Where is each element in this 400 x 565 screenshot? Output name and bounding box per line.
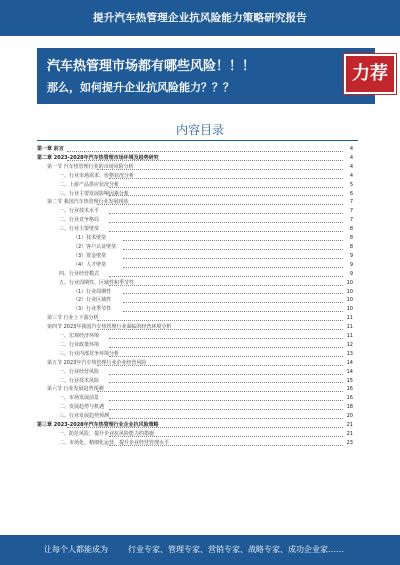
toc-entry-page: 7 bbox=[349, 217, 353, 224]
toc-entry-page: 9 bbox=[349, 261, 353, 268]
toc-entry-label: 二、发展趋势与机遇 bbox=[59, 404, 105, 411]
toc-leader-dots bbox=[123, 249, 343, 250]
toc-leader-dots bbox=[109, 347, 343, 348]
toc-leader-dots bbox=[123, 240, 343, 241]
toc-entry-page: 14 bbox=[346, 359, 353, 366]
toc-entry[interactable] bbox=[37, 341, 353, 350]
toc-entry-page: 21 bbox=[346, 422, 353, 429]
toc-leader-dots bbox=[109, 356, 343, 357]
toc-entry-label: 二、市场化、精细化运营，提升企业经营管理水平 bbox=[59, 439, 170, 446]
toc-leader-dots bbox=[109, 222, 343, 223]
toc-leader-dots bbox=[109, 418, 343, 419]
toc-entry-page: 11 bbox=[346, 333, 353, 340]
toc-entry-label: 三、行业主要发展影响因素分析 bbox=[59, 190, 130, 197]
toc-entry[interactable] bbox=[37, 190, 353, 199]
toc-entry[interactable] bbox=[37, 430, 353, 439]
toc-entry-page: 9 bbox=[349, 270, 353, 277]
toc-entry-page: 6 bbox=[349, 190, 353, 197]
toc-entry-page: 23 bbox=[346, 439, 353, 446]
toc-entry-label: 第五节 2023年汽车热管理行业企业经营风险 bbox=[47, 359, 147, 366]
toc-entry[interactable] bbox=[37, 305, 353, 314]
toc-entry[interactable] bbox=[37, 385, 353, 394]
toc-entry-label: 第三章 2023-2028年汽车热管理行业企业抗风险策略 bbox=[37, 422, 159, 429]
toc-entry-label: 一、行业市场需求、价格状况分析 bbox=[59, 172, 135, 179]
toc-leader-dots bbox=[109, 195, 343, 196]
toc-leader-dots bbox=[97, 204, 343, 205]
toc-entry-page: 10 bbox=[346, 288, 353, 295]
footer-expert-list: 行业专家、管理专家、营销专家、战略专家、成功企业家…… bbox=[128, 545, 344, 554]
toc-entry-label: （4）人才壁垒 bbox=[73, 261, 107, 268]
toc-entry[interactable] bbox=[37, 296, 353, 305]
toc-entry[interactable] bbox=[37, 288, 353, 297]
toc-entry[interactable] bbox=[37, 394, 353, 403]
toc-leader-dots bbox=[109, 374, 343, 375]
toc-entry-label: （3）行业季节性 bbox=[73, 306, 112, 313]
toc-entry-label: 二、上游产品供应状况分析 bbox=[59, 181, 120, 188]
toc-entry-label: 第六节 行业发展趋势预测 bbox=[47, 386, 104, 393]
toc-entry[interactable] bbox=[37, 403, 353, 412]
banner-subheadline: 那么，如何提升企业抗风险能力？？？ bbox=[47, 81, 234, 94]
toc-entry[interactable] bbox=[37, 145, 353, 154]
toc-leader-dots bbox=[67, 151, 343, 152]
toc-leader-dots bbox=[109, 409, 343, 410]
toc-entry-page: 11 bbox=[346, 324, 353, 331]
toc-entry-page: 10 bbox=[346, 306, 353, 313]
toc-entry[interactable] bbox=[37, 234, 353, 243]
toc-leader-dots bbox=[109, 187, 343, 188]
toc-entry[interactable] bbox=[37, 198, 353, 207]
toc-entry[interactable] bbox=[37, 412, 353, 421]
toc-entry[interactable] bbox=[37, 181, 353, 190]
toc-entry-label: （3）资金壁垒 bbox=[73, 252, 107, 259]
toc-entry-label: （1）行业周期性 bbox=[73, 288, 112, 295]
toc-entry[interactable] bbox=[37, 377, 353, 386]
toc-leader-dots bbox=[109, 400, 343, 401]
toc-entry-label: 一、行业经营风险 bbox=[59, 368, 100, 375]
footer-bar bbox=[0, 535, 400, 565]
toc-entry[interactable] bbox=[37, 332, 353, 341]
toc-leader-dots bbox=[109, 178, 343, 179]
toc-entry-label: 一、防范风险，提升企业抗风险能力的措施 bbox=[59, 431, 155, 437]
toc-entry-label: 二、行业政策环境 bbox=[59, 341, 100, 348]
toc-leader-dots bbox=[109, 338, 343, 339]
toc-entry[interactable] bbox=[37, 216, 353, 225]
toc-leader-dots bbox=[109, 285, 343, 286]
header-bar bbox=[0, 0, 400, 36]
toc-entry-page: 4 bbox=[349, 146, 353, 152]
toc-entry-page: 16 bbox=[346, 395, 353, 402]
table-of-contents bbox=[37, 145, 353, 448]
toc-leader-dots bbox=[123, 311, 343, 312]
toc-leader-dots bbox=[123, 293, 343, 294]
toc-entry[interactable] bbox=[37, 323, 353, 332]
risk-banner bbox=[37, 48, 375, 104]
toc-entry-page: 11 bbox=[346, 315, 353, 322]
toc-entry-label: 五、行业周期性、区域性和季节性 bbox=[59, 279, 135, 286]
toc-entry-page: 13 bbox=[346, 350, 353, 357]
toc-entry[interactable] bbox=[37, 207, 353, 216]
toc-entry-page: 18 bbox=[346, 404, 353, 411]
toc-entry[interactable] bbox=[37, 243, 353, 252]
toc-entry[interactable] bbox=[37, 270, 353, 279]
toc-leader-dots bbox=[123, 267, 343, 268]
toc-leader-dots bbox=[123, 302, 343, 303]
toc-entry[interactable] bbox=[37, 279, 353, 288]
toc-entry-label: 四、行业经营模式 bbox=[59, 270, 100, 277]
toc-entry[interactable] bbox=[37, 252, 353, 261]
toc-entry-page: 15 bbox=[346, 377, 353, 384]
toc-entry[interactable] bbox=[37, 163, 353, 172]
toc-entry-page: 12 bbox=[346, 341, 353, 348]
report-title: 提升汽车热管理企业抗风险能力策略研究报告 bbox=[93, 12, 307, 24]
toc-entry-label: 一、市场发展前景 bbox=[59, 395, 100, 402]
toc-entry-page: 8 bbox=[349, 243, 353, 250]
toc-entry-label: （2）行业区域性 bbox=[73, 297, 112, 304]
toc-entry[interactable] bbox=[37, 172, 353, 181]
toc-leader-dots bbox=[109, 276, 343, 277]
toc-entry[interactable] bbox=[37, 359, 353, 368]
toc-leader-dots bbox=[109, 382, 343, 383]
toc-entry[interactable] bbox=[37, 350, 353, 359]
toc-entry-label: 第一章 前言 bbox=[37, 146, 64, 152]
banner-headline: 汽车热管理市场都有哪些风险！！！ bbox=[47, 59, 256, 74]
footer-slogan: 让每个人都能成为 bbox=[44, 545, 108, 554]
toc-entry-page: 10 bbox=[346, 279, 353, 286]
toc-leader-dots bbox=[97, 320, 343, 321]
recommend-stamp: 力荐 bbox=[344, 54, 396, 94]
toc-entry-label: （2）客户认证壁垒 bbox=[73, 243, 117, 250]
toc-entry-page: 9 bbox=[349, 252, 353, 259]
toc-entry-label: 三、行业主要壁垒 bbox=[59, 226, 100, 233]
toc-leader-dots bbox=[109, 231, 343, 232]
toc-leader-dots bbox=[123, 258, 343, 259]
toc-heading: 内容目录 bbox=[175, 123, 224, 137]
toc-entry[interactable] bbox=[37, 368, 353, 377]
toc-entry-label: 二、行业技术风险 bbox=[59, 377, 100, 384]
toc-entry-label: 第二章 2023-2028年汽车热管理市场环境及趋势研究 bbox=[37, 154, 159, 161]
toc-entry-page: 20 bbox=[346, 413, 353, 420]
toc-entry-label: 一、行业技术水平 bbox=[59, 208, 100, 215]
toc-entry-page: 7 bbox=[349, 208, 353, 215]
toc-entry-label: 三、行业发展趋势预测 bbox=[59, 413, 110, 420]
toc-entry-page: 14 bbox=[346, 368, 353, 375]
toc-entry-label: 第一节 汽车热管理行业的市场风险分析 bbox=[47, 163, 134, 170]
toc-entry[interactable] bbox=[37, 261, 353, 270]
toc-entry-page: 4 bbox=[349, 172, 353, 179]
toc-entry-page: 8 bbox=[349, 226, 353, 233]
toc-entry-label: 第三节 行业上下游分析 bbox=[47, 315, 99, 322]
toc-entry-page: 21 bbox=[346, 431, 353, 437]
toc-entry-label: 二、行业竞争格局 bbox=[59, 217, 100, 224]
toc-entry-page: 4 bbox=[349, 154, 353, 161]
toc-entry-page: 16 bbox=[346, 386, 353, 393]
toc-divider bbox=[37, 140, 358, 141]
toc-entry-label: （1）技术壁垒 bbox=[73, 235, 107, 242]
toc-entry-label: 三、行业内部竞争环境分析 bbox=[59, 350, 120, 357]
toc-entry[interactable] bbox=[37, 421, 353, 430]
toc-entry-page: 10 bbox=[346, 297, 353, 304]
toc-leader-dots bbox=[109, 213, 343, 214]
toc-entry[interactable] bbox=[37, 314, 353, 323]
toc-entry-label: 第二节 我国汽车热管理行业发展现状 bbox=[47, 199, 129, 206]
toc-entry-page: 8 bbox=[349, 235, 353, 242]
toc-entry[interactable] bbox=[37, 225, 353, 234]
toc-entry[interactable] bbox=[37, 154, 353, 163]
toc-entry-page: 5 bbox=[349, 181, 353, 188]
toc-entry-label: 第四节 2023年我国汽车热管理行业面临的经营环境分析 bbox=[47, 324, 172, 331]
toc-entry-page: 4 bbox=[349, 163, 353, 170]
toc-entry-label: 一、宏观经济环境 bbox=[59, 333, 100, 340]
toc-leader-dots bbox=[97, 391, 343, 392]
toc-entry[interactable] bbox=[37, 439, 353, 448]
toc-entry-page: 7 bbox=[349, 199, 353, 206]
